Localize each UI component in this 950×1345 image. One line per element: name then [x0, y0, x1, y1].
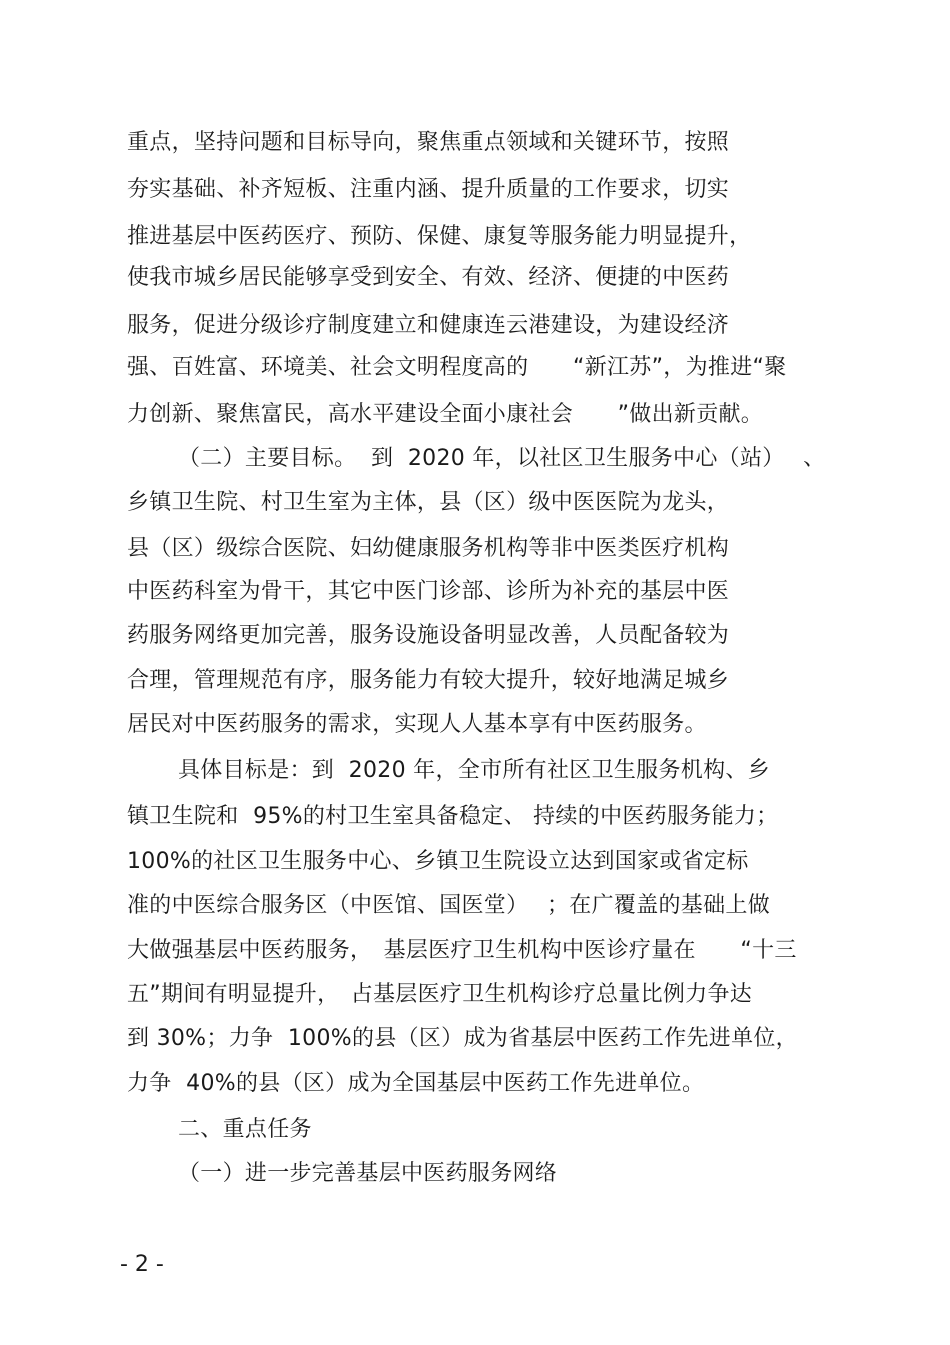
- body-line: 乡镇卫生院、村卫生室为主体，县（区）级中医医院为龙头，: [127, 490, 730, 515]
- body-line: 居民对中医药服务的需求，实现人人基本享有中医药服务。: [127, 712, 707, 737]
- body-line: 五”期间有明显提升， 占基层医疗卫生机构诊疗总量比例力争达: [127, 982, 753, 1007]
- body-line: 力创新、聚焦富民，高水平建设全面小康社会 ”做出新贡献。: [127, 402, 764, 427]
- page-number: - 2 -: [120, 1252, 164, 1277]
- body-line: 服务，促进分级诊疗制度建立和健康连云港建设，为建设经济: [127, 313, 730, 338]
- body-line: 使我市城乡居民能够享受到安全、有效、经济、便捷的中医药: [127, 265, 730, 290]
- body-line: 镇卫生院和 95%的村卫生室具备稳定、 持续的中医药服务能力；: [127, 804, 779, 829]
- body-line: 100%的社区卫生服务中心、乡镇卫生院设立达到国家或省定标: [127, 849, 749, 874]
- body-line: 药服务网络更加完善，服务设施设备明显改善，人员配备较为: [127, 623, 730, 648]
- body-line: 推进基层中医药医疗、预防、保健、康复等服务能力明显提升，: [127, 224, 752, 249]
- subsection-heading: （一）进一步完善基层中医药服务网络: [178, 1161, 558, 1186]
- body-line: 中医药科室为骨干，其它中医门诊部、诊所为补充的基层中医: [127, 579, 730, 604]
- body-line: 重点，坚持问题和目标导向，聚焦重点领域和关键环节，按照: [127, 130, 730, 155]
- body-line: 夯实基础、补齐短板、注重内涵、提升质量的工作要求，切实: [127, 177, 730, 202]
- body-line: 力争 40%的县（区）成为全国基层中医药工作先进单位。: [127, 1071, 705, 1096]
- body-line: 强、百姓富、环境美、社会文明程度高的 “新江苏”，为推进“聚: [127, 355, 787, 380]
- body-line: 到 30%；力争 100%的县（区）成为省基层中医药工作先进单位，: [127, 1026, 798, 1051]
- body-line: 大做强基层中医药服务， 基层医疗卫生机构中医诊疗量在 “十三: [127, 938, 797, 963]
- body-line: 准的中医综合服务区（中医馆、国医堂） ；在广覆盖的基础上做: [127, 893, 770, 918]
- subheading-line: （二）主要目标。 到 2020 年，以社区卫生服务中心（站） 、: [178, 446, 826, 471]
- section-heading: 二、重点任务: [178, 1117, 312, 1142]
- body-line: 合理，管理规范有序，服务能力有较大提升，较好地满足城乡: [127, 668, 730, 693]
- paragraph-start-line: 具体目标是：到 2020 年，全市所有社区卫生服务机构、乡: [178, 758, 770, 783]
- body-line: 县（区）级综合医院、妇幼健康服务机构等非中医类医疗机构: [127, 536, 730, 561]
